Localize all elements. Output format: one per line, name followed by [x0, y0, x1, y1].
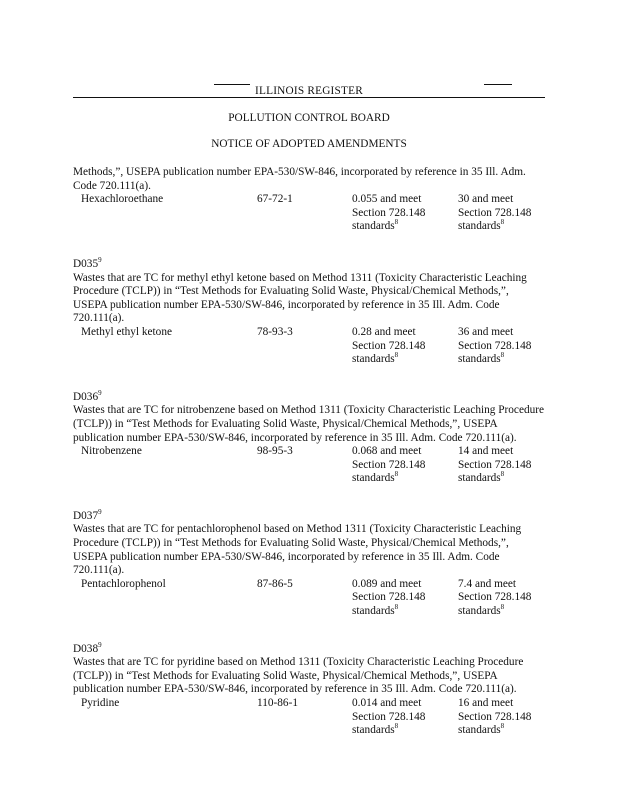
waste-code: $D037^9$ [73, 508, 102, 522]
cas-number: 78-93-3 [257, 325, 293, 338]
nonwastewater-standard: 16 and meet Section 728.148 standards$^8$ [458, 697, 532, 737]
waste-code: $D036^9$ [73, 388, 102, 403]
board-heading: POLLUTION CONTROL BOARD [228, 112, 390, 124]
constituent-row [73, 578, 545, 619]
cas-number: 67-72-1 [257, 193, 293, 206]
wastewater-standard: 0.055 and meet Section 728.148 standards$^8$ [352, 193, 426, 233]
nonwastewater-standard: 14 and meet Section 728.148 standards$^8$ [458, 445, 532, 485]
constituent-name: Methyl ethyl ketone [81, 325, 172, 338]
body-content [73, 166, 545, 738]
cas-number: 110-86-1 [257, 697, 298, 709]
intro-paragraph: Methods,”, USEPA publication number EPA-530/SW-846, incorporated by reference in 35 Ill. Adm. Code 720.111(a). [73, 166, 526, 192]
waste-block-d036 [73, 388, 545, 486]
constituent-row [73, 326, 545, 367]
waste-description: Wastes that are TC for pentachlorophenol based on Method 1311 (Toxicity Characteristic Leaching Procedure (TCLP)) in “Test Methods for Evaluating Solid Waste, Physical/Chemical Methods,”, USEPA publication number EPA-530/SW-846, incorporated by reference in 35 Ill. Adm. Code 720.111(a). [73, 523, 522, 577]
wastewater-standard: 0.068 and meet Section 728.148 standards$^8$ [352, 445, 426, 485]
nonwastewater-standard: 36 and meet Section 728.148 standards$^8$ [458, 325, 532, 366]
waste-block-d038 [73, 640, 545, 738]
constituent-name: Nitrobenzene [81, 445, 142, 458]
waste-code: $D035^9$ [73, 256, 102, 270]
nonwastewater-standard: 7.4 and meet Section 728.148 standards$^8$ [458, 577, 532, 618]
constituent-row [73, 697, 545, 738]
waste-description: Wastes that are TC for pyridine based on Method 1311 (Toxicity Characteristic Leaching Procedure (TCLP)) in “Test Methods for Evaluating Solid Waste, Physical/Chemical Methods,”, USEPA publication number EPA-530/SW-846, incorporated by reference in 35 Ill. Adm. Code 720.111(a). [73, 656, 524, 696]
wastewater-standard: 0.089 and meet Section 728.148 standards$^8$ [352, 577, 426, 618]
wastewater-standard: 0.014 and meet Section 728.148 standards$^8$ [352, 697, 426, 737]
constituent-name: Hexachloroethane [81, 193, 164, 206]
cas-number: 87-86-5 [257, 577, 293, 590]
nonwastewater-standard: 30 and meet Section 728.148 standards$^8$ [458, 193, 532, 233]
register-title: ILLINOIS REGISTER [255, 85, 363, 97]
waste-code: $D038^9$ [73, 640, 102, 655]
constituent-name: Pentachlorophenol [81, 577, 166, 590]
waste-block-d035 [73, 258, 545, 367]
wastewater-standard: 0.28 and meet Section 728.148 standards$^8$ [352, 325, 426, 366]
constituent-row [73, 193, 545, 234]
header-rule [73, 97, 545, 98]
waste-description: Wastes that are TC for nitrobenzene based on Method 1311 (Toxicity Characteristic Leaching Procedure (TCLP)) in “Test Methods for Evaluating Solid Waste, Physical/Chemical Methods,”, USEPA publication number EPA-530/SW-846, incorporated by reference in 35 Ill. Adm. Code 720.111(a). [73, 404, 545, 444]
cas-number: 98-95-3 [257, 445, 293, 458]
notice-heading: NOTICE OF ADOPTED AMENDMENTS [211, 138, 407, 150]
constituent-name: Pyridine [81, 697, 120, 709]
waste-block-d037 [73, 510, 545, 619]
constituent-row [73, 445, 545, 486]
waste-description: Wastes that are TC for methyl ethyl ketone based on Method 1311 (Toxicity Characteristic Leaching Procedure (TCLP)) in “Test Methods for Evaluating Solid Waste, Physical/Chemical Methods,”, USEPA publication number EPA-530/SW-846, incorporated by reference in 35 Ill. Adm. Code 720.111(a). [73, 271, 527, 325]
